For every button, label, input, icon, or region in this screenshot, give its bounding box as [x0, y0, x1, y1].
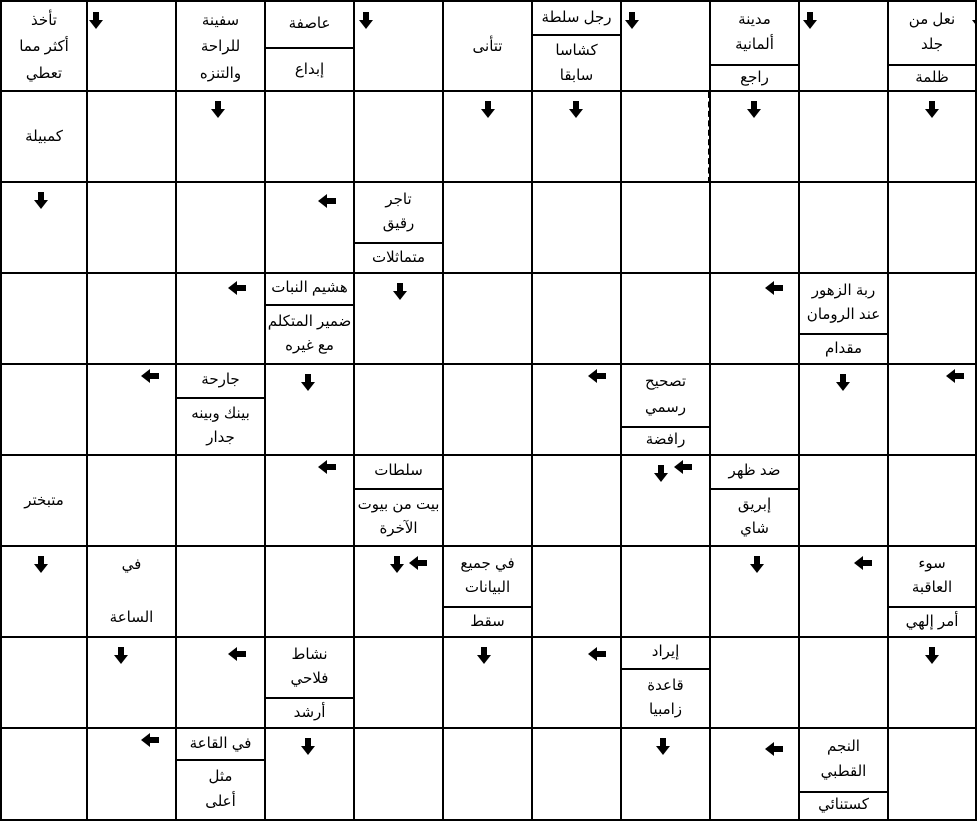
- clue-line: الآخرة: [379, 519, 418, 537]
- clue-line: جلد: [920, 36, 944, 54]
- clue-text: [889, 2, 975, 63]
- arrow-down-icon: [301, 382, 315, 391]
- arrow-down-icon: [477, 655, 491, 664]
- clue-line: [129, 584, 133, 600]
- answer-cell[interactable]: [177, 456, 266, 547]
- clue-cell: [177, 365, 266, 456]
- answer-cell[interactable]: [177, 183, 266, 274]
- clue-cell: [622, 365, 711, 456]
- clue-cell: [266, 638, 355, 729]
- clue-text: [177, 729, 264, 758]
- clue-line: سقط: [470, 612, 505, 630]
- answer-cell[interactable]: [88, 456, 177, 547]
- clue-text: [533, 2, 620, 33]
- answer-cell[interactable]: [622, 456, 711, 547]
- arrow-down-icon: [972, 20, 977, 29]
- answer-cell[interactable]: [800, 183, 889, 274]
- clue-line: بيت من بيوت: [357, 495, 440, 513]
- answer-cell[interactable]: [88, 92, 177, 183]
- clue-line: جدار: [206, 428, 235, 446]
- clue-divider: [266, 47, 353, 49]
- clue-text: [355, 489, 442, 545]
- clue-text: [889, 65, 975, 92]
- arrow-down-icon: [114, 655, 128, 664]
- arrow-down-icon: [654, 473, 668, 482]
- clue-line: في جميع: [460, 554, 515, 572]
- clue-text: [177, 398, 264, 454]
- clue-line: نعل من: [908, 10, 956, 28]
- answer-cell[interactable]: [0, 729, 88, 821]
- clue-text: [2, 456, 86, 545]
- clue-cell: [177, 0, 266, 92]
- clue-line: والتنزه: [199, 64, 242, 82]
- answer-cell[interactable]: [622, 92, 711, 183]
- clue-line: فلاحي: [290, 670, 329, 688]
- answer-cell[interactable]: [444, 729, 533, 821]
- answer-cell[interactable]: [889, 729, 977, 821]
- answer-cell[interactable]: [0, 547, 88, 638]
- clue-text: [622, 669, 709, 727]
- answer-cell[interactable]: [0, 274, 88, 365]
- clue-line: رجل سلطة: [541, 8, 612, 26]
- clue-line: جارحة: [201, 371, 240, 389]
- arrow-left-icon: [318, 460, 327, 474]
- clue-text: [533, 35, 620, 92]
- clue-line: في: [121, 556, 142, 574]
- arrow-left-icon: [141, 369, 150, 383]
- clue-divider: [266, 697, 353, 699]
- answer-cell[interactable]: [711, 365, 800, 456]
- answer-cell[interactable]: [533, 456, 622, 547]
- clue-line: قاعدة: [647, 676, 684, 694]
- clue-line: سوء: [918, 554, 946, 572]
- arrow-left-icon: [228, 647, 237, 661]
- clue-cell: [355, 183, 444, 274]
- answer-cell[interactable]: [177, 638, 266, 729]
- answer-cell[interactable]: [88, 365, 177, 456]
- clue-cell: [533, 0, 622, 92]
- clue-line: كشاسا: [555, 42, 598, 60]
- answer-cell[interactable]: [88, 274, 177, 365]
- answer-cell[interactable]: [533, 274, 622, 365]
- clue-divider: [355, 242, 442, 244]
- clue-text: [355, 456, 442, 487]
- clue-line: متماثلات: [371, 248, 426, 266]
- clue-text: [711, 2, 798, 63]
- answer-cell[interactable]: [88, 729, 177, 821]
- clue-line: ظلمة: [915, 69, 949, 87]
- clue-cell: [266, 274, 355, 365]
- clue-divider: [177, 397, 264, 399]
- answer-cell[interactable]: [88, 0, 177, 92]
- answer-cell[interactable]: [266, 456, 355, 547]
- arrow-down-icon: [750, 564, 764, 573]
- clue-cell: [88, 547, 177, 638]
- answer-cell[interactable]: [800, 92, 889, 183]
- answer-cell[interactable]: [355, 365, 444, 456]
- arrow-down-icon: [301, 746, 315, 755]
- clue-line: رقيق: [382, 215, 415, 233]
- answer-cell[interactable]: [533, 729, 622, 821]
- answer-cell[interactable]: [889, 274, 977, 365]
- clue-divider: [533, 34, 620, 36]
- clue-text: [622, 365, 709, 425]
- clue-line: ألمانية: [735, 36, 774, 54]
- answer-cell[interactable]: [444, 456, 533, 547]
- arrow-down-icon: [34, 564, 48, 573]
- arrow-left-icon: [765, 742, 774, 756]
- arrow-down-icon: [925, 655, 939, 664]
- clue-cell: [711, 456, 800, 547]
- clue-text: [266, 698, 353, 727]
- arrow-left-icon: [228, 281, 237, 295]
- clue-cell: [355, 456, 444, 547]
- clue-line: ضد ظهر: [728, 462, 781, 480]
- arrow-left-icon: [765, 281, 774, 295]
- answer-cell[interactable]: [88, 183, 177, 274]
- answer-cell[interactable]: [533, 638, 622, 729]
- clue-line: ربة الزهور: [811, 281, 876, 299]
- clue-text: [2, 92, 86, 181]
- answer-cell[interactable]: [444, 638, 533, 729]
- clue-divider: [889, 64, 975, 66]
- answer-cell[interactable]: [88, 638, 177, 729]
- answer-cell[interactable]: [711, 274, 800, 365]
- answer-cell[interactable]: [355, 729, 444, 821]
- clue-line: مدينة: [738, 10, 771, 28]
- clue-line: تأخذ: [31, 11, 57, 29]
- clue-text: [622, 427, 709, 454]
- clue-cell: [0, 456, 88, 547]
- clue-line: مقدام: [825, 339, 862, 357]
- clue-divider: [800, 333, 887, 335]
- arrow-left-icon: [588, 647, 597, 661]
- clue-line: سابقا: [559, 66, 594, 84]
- clue-line: في القاعة: [189, 734, 252, 752]
- clue-line: رسمي: [645, 398, 686, 416]
- answer-cell[interactable]: [622, 183, 711, 274]
- answer-cell[interactable]: [177, 274, 266, 365]
- clue-divider: [622, 668, 709, 670]
- arrow-down-icon: [803, 20, 817, 29]
- arrow-down-icon: [34, 200, 48, 209]
- clue-text: [444, 607, 531, 636]
- arrow-down-icon: [569, 109, 583, 118]
- clue-text: [177, 2, 264, 92]
- clue-divider: [444, 606, 531, 608]
- answer-cell[interactable]: [800, 456, 889, 547]
- clue-line: راجع: [740, 69, 769, 87]
- arrow-down-icon: [925, 109, 939, 118]
- answer-cell[interactable]: [0, 365, 88, 456]
- answer-cell[interactable]: [622, 274, 711, 365]
- clue-line: الساعة: [109, 608, 154, 626]
- clue-line: بينك وبينه: [191, 404, 250, 422]
- clue-cell: [622, 638, 711, 729]
- clue-line: عند الرومان: [806, 306, 881, 324]
- clue-line: أمر إلهي: [905, 612, 959, 630]
- answer-cell[interactable]: [266, 183, 355, 274]
- clue-divider: [711, 488, 798, 490]
- arrow-down-icon: [390, 564, 404, 573]
- clue-cell: [266, 0, 355, 92]
- clue-text: [88, 547, 175, 636]
- answer-cell[interactable]: [355, 92, 444, 183]
- answer-cell[interactable]: [711, 729, 800, 821]
- clue-text: [889, 547, 975, 605]
- clue-cell: [800, 729, 889, 821]
- clue-text: [266, 274, 353, 303]
- clue-text: [889, 607, 975, 636]
- clue-text: [444, 547, 531, 605]
- clue-line: مثل: [208, 768, 233, 786]
- clue-text: [622, 638, 709, 667]
- arrow-left-icon: [854, 556, 863, 570]
- clue-divider: [889, 606, 975, 608]
- clue-divider: [800, 791, 887, 793]
- clue-cell: [0, 0, 88, 92]
- clue-line: إبداع: [294, 61, 325, 78]
- answer-cell[interactable]: [355, 638, 444, 729]
- clue-line: العاقبة: [911, 579, 953, 597]
- arrow-down-icon: [359, 20, 373, 29]
- answer-cell[interactable]: [800, 0, 889, 92]
- clue-text: [355, 183, 442, 241]
- answer-cell[interactable]: [622, 729, 711, 821]
- answer-cell[interactable]: [533, 365, 622, 456]
- clue-divider: [355, 488, 442, 490]
- clue-text: [177, 760, 264, 819]
- clue-line: عاصفة: [288, 15, 331, 32]
- clue-divider: [711, 64, 798, 66]
- clue-text: [711, 456, 798, 487]
- clue-line: زامبيا: [648, 701, 683, 719]
- clue-line: أكثر مما: [19, 38, 69, 55]
- answer-cell[interactable]: [444, 274, 533, 365]
- answer-cell[interactable]: [0, 638, 88, 729]
- clue-line: تتأنى: [472, 38, 503, 55]
- clue-line: إبريق: [737, 495, 772, 513]
- answer-cell[interactable]: [800, 547, 889, 638]
- answer-cell[interactable]: [444, 183, 533, 274]
- arrow-down-icon: [393, 291, 407, 300]
- clue-text: [800, 274, 887, 332]
- clue-text: [355, 243, 442, 272]
- answer-cell[interactable]: [0, 183, 88, 274]
- arrow-left-icon: [409, 556, 418, 570]
- clue-cell: [889, 0, 977, 92]
- clue-divider: [266, 304, 353, 306]
- clue-line: للراحة: [200, 38, 241, 55]
- arrow-left-icon: [141, 733, 150, 747]
- arrow-left-icon: [674, 460, 683, 474]
- clue-line: إيراد: [651, 643, 680, 661]
- arrow-left-icon: [946, 369, 955, 383]
- clue-line: رافضة: [645, 431, 686, 449]
- clue-line: تصحيح: [644, 373, 687, 391]
- clue-line: سفينة: [201, 11, 240, 29]
- arrow-down-icon: [747, 109, 761, 118]
- clue-line: هشيم النبات: [271, 279, 348, 297]
- clue-cell: [889, 547, 977, 638]
- clue-line: تاجر: [385, 190, 412, 208]
- clue-cell: [0, 92, 88, 183]
- answer-cell[interactable]: [711, 638, 800, 729]
- answer-cell[interactable]: [444, 365, 533, 456]
- clue-line: ضمير المتكلم: [267, 312, 352, 330]
- clue-line: تعطي: [25, 64, 63, 82]
- clue-line: النجم: [827, 737, 860, 755]
- answer-cell[interactable]: [533, 183, 622, 274]
- clue-cell: [177, 729, 266, 821]
- arrow-down-icon: [836, 382, 850, 391]
- clue-text: [711, 489, 798, 545]
- answer-cell[interactable]: [889, 183, 977, 274]
- clue-text: [444, 2, 531, 92]
- dashed-divider: [708, 92, 711, 183]
- clue-line: البيانات: [464, 579, 511, 597]
- answer-cell[interactable]: [622, 0, 711, 92]
- arrow-down-icon: [89, 20, 103, 29]
- clue-cell: [800, 274, 889, 365]
- clue-cell: [444, 0, 533, 92]
- clue-cell: [444, 547, 533, 638]
- answer-cell[interactable]: [266, 92, 355, 183]
- clue-text: [2, 2, 86, 92]
- clue-line: نشاط: [291, 645, 328, 663]
- clue-text: [266, 305, 353, 363]
- clue-line: مع غيره: [285, 337, 334, 355]
- clue-text: [711, 65, 798, 92]
- clue-text: [177, 365, 264, 396]
- answer-cell[interactable]: [533, 547, 622, 638]
- arrow-down-icon: [625, 20, 639, 29]
- answer-cell[interactable]: [177, 547, 266, 638]
- clue-line: شاي: [740, 519, 769, 537]
- answer-cell[interactable]: [889, 456, 977, 547]
- answer-cell[interactable]: [711, 183, 800, 274]
- answer-cell[interactable]: [266, 547, 355, 638]
- arrow-down-icon: [481, 109, 495, 118]
- answer-cell[interactable]: [800, 638, 889, 729]
- clue-text: [800, 792, 887, 819]
- clue-line: أعلى: [205, 793, 236, 811]
- clue-line: كستنائي: [818, 796, 869, 814]
- answer-cell[interactable]: [622, 547, 711, 638]
- answer-cell[interactable]: [177, 92, 266, 183]
- clue-text: [800, 334, 887, 363]
- clue-text: [266, 2, 353, 46]
- clue-text: [266, 638, 353, 696]
- clue-line: القطبي: [820, 763, 867, 781]
- clue-text: [266, 48, 353, 92]
- arrow-left-icon: [588, 369, 597, 383]
- clue-line: كمبيلة: [25, 127, 63, 145]
- clue-line: سلطات: [374, 462, 423, 480]
- clue-line: أرشد: [293, 703, 326, 721]
- arrow-down-icon: [211, 109, 225, 118]
- clue-text: [800, 729, 887, 790]
- arrow-left-icon: [318, 194, 327, 208]
- clue-divider: [177, 759, 264, 761]
- clue-line: متبختر: [24, 491, 64, 509]
- arrow-down-icon: [656, 746, 670, 755]
- clue-divider: [622, 426, 709, 428]
- clue-cell: [711, 0, 800, 92]
